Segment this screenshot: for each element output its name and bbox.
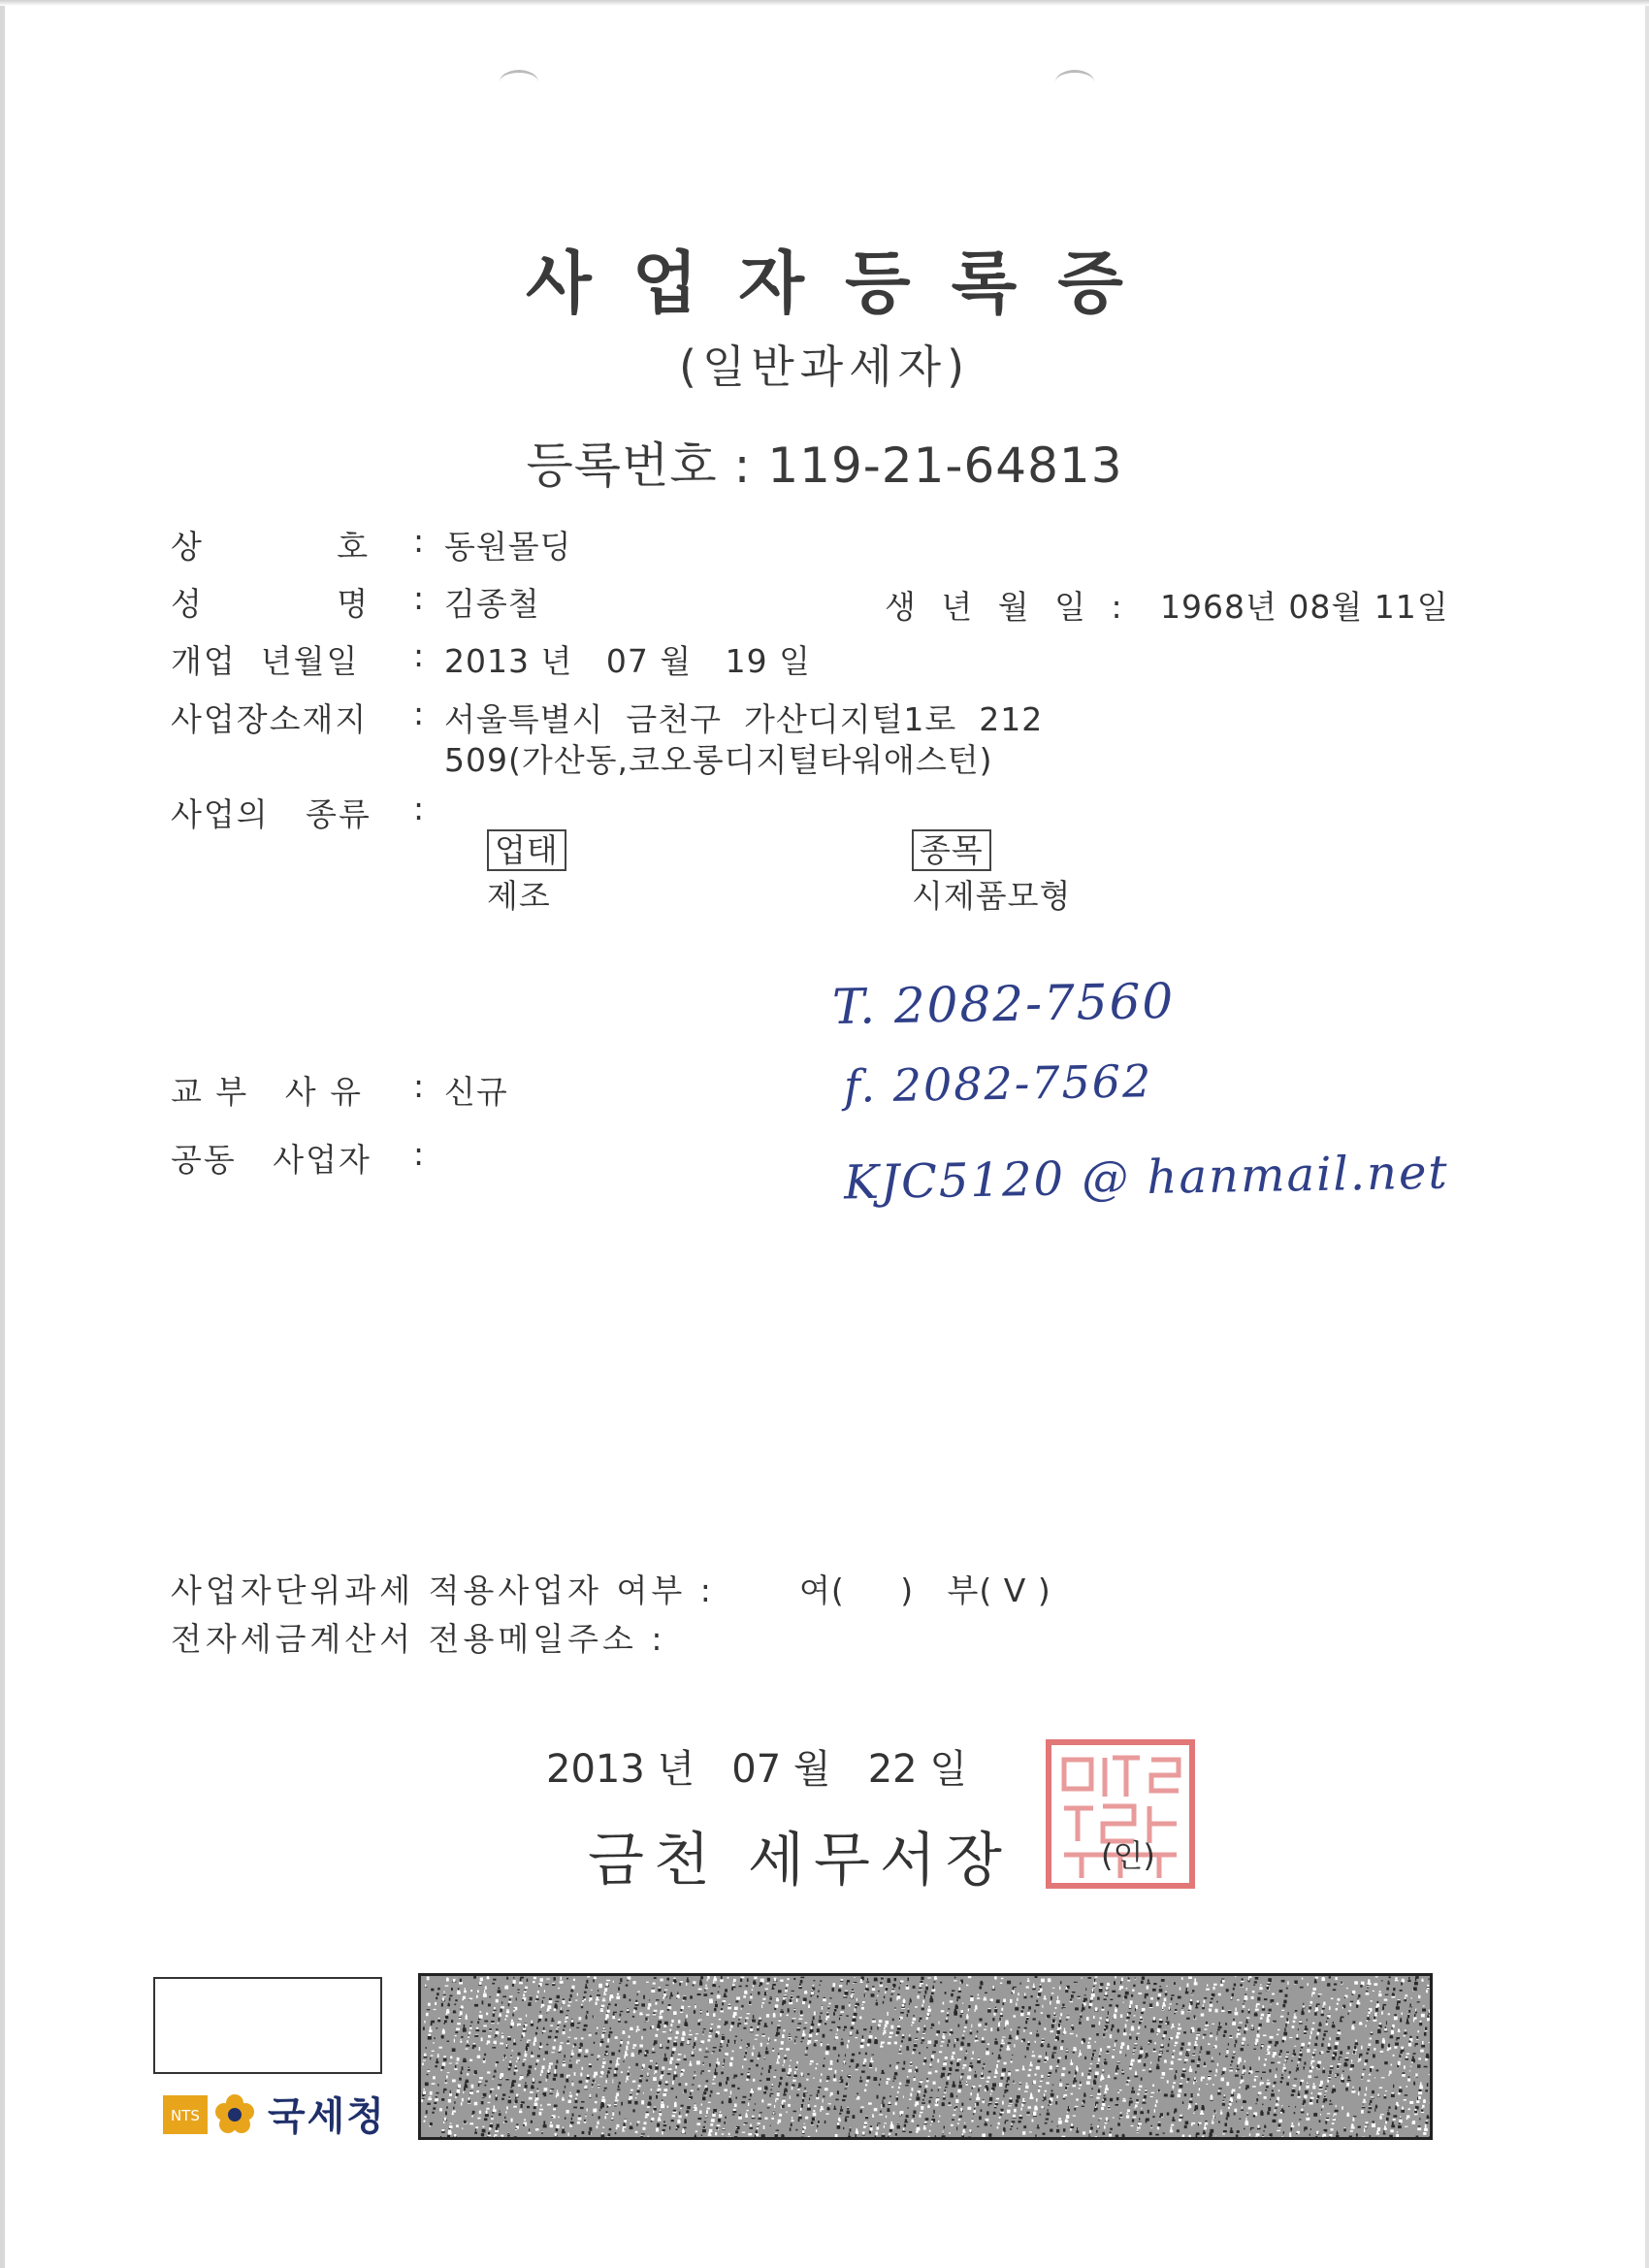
business-type-label: 사업의 종류 xyxy=(171,795,372,833)
registration-number-line xyxy=(0,427,1649,497)
business-category xyxy=(442,788,566,955)
agency-name: 국세청 xyxy=(268,2094,386,2139)
field-colon: : xyxy=(413,636,425,674)
document-subtitle: (일반과세자) xyxy=(678,340,971,393)
document-title: 사업자등록증 xyxy=(526,243,1164,323)
field-colon: : xyxy=(413,1135,425,1173)
issue-reason-label: 교 부 사 유 xyxy=(171,1073,363,1111)
field-colon: : xyxy=(413,522,425,560)
handwritten-email: KJC5120 @ hanmail.net xyxy=(843,1145,1450,1211)
field-colon: : xyxy=(413,790,425,827)
field-colon: : xyxy=(413,695,425,732)
address-line1: 서울특별시 금천구 가산디지털1로 212 xyxy=(444,700,1044,738)
address-label: 사업장소재지 xyxy=(171,700,369,738)
item-value: 시제품모형 xyxy=(911,877,1072,915)
birth-label: 생 년 월 일 : xyxy=(885,588,1130,626)
blank-stamp-box xyxy=(153,1977,382,2074)
handwritten-fax: f. 2082-7562 xyxy=(843,1054,1153,1113)
open-date-label: 개업 년월일 xyxy=(171,642,360,680)
name-value: 김종철 xyxy=(444,585,540,623)
registration-colon: : xyxy=(733,437,768,494)
nts-logo-text: NTS xyxy=(171,2107,200,2124)
tax-unit-options: 여( ) 부( V ) xyxy=(799,1571,1051,1609)
category-tag: 업태 xyxy=(487,829,566,871)
handwritten-phone: T. 2082-7560 xyxy=(831,972,1176,1036)
scan-edge-top xyxy=(0,0,1649,6)
seal-mark: (인) xyxy=(1101,1837,1155,1874)
item-tag: 종목 xyxy=(912,829,991,871)
business-item xyxy=(867,788,1071,955)
e-invoice-email-label: 전자세금계산서 전용메일주소 : xyxy=(171,1620,666,1658)
co-owner-label: 공동 사업자 xyxy=(171,1141,372,1179)
punch-hole-mark xyxy=(1055,70,1094,94)
issue-reason-value: 신규 xyxy=(444,1073,508,1111)
open-date-value: 2013 년 07 월 19 일 xyxy=(444,642,812,680)
registration-number: 119-21-64813 xyxy=(767,437,1123,494)
category-value: 제조 xyxy=(486,877,551,915)
trade-name-value: 동원몰딩 xyxy=(444,528,572,566)
field-colon: : xyxy=(413,1067,425,1105)
address-line2: 509(가산동,코오롱디지털타워애스턴) xyxy=(444,741,993,779)
tax-office-name: 금천 세무서장 xyxy=(588,1827,1012,1895)
punch-hole-mark xyxy=(500,70,538,94)
name-label: 성 명 xyxy=(171,585,371,623)
field-colon: : xyxy=(413,579,425,617)
registration-label: 등록번호 xyxy=(526,437,718,494)
security-pattern-code xyxy=(418,1973,1433,2140)
birth-value: 1968년 08월 11일 xyxy=(1160,588,1449,626)
trade-name-label: 상 호 xyxy=(171,528,371,566)
tax-unit-label: 사업자단위과세 적용사업자 여부 : xyxy=(171,1571,715,1609)
issue-date: 2013 년 07 월 22 일 xyxy=(546,1747,967,1792)
